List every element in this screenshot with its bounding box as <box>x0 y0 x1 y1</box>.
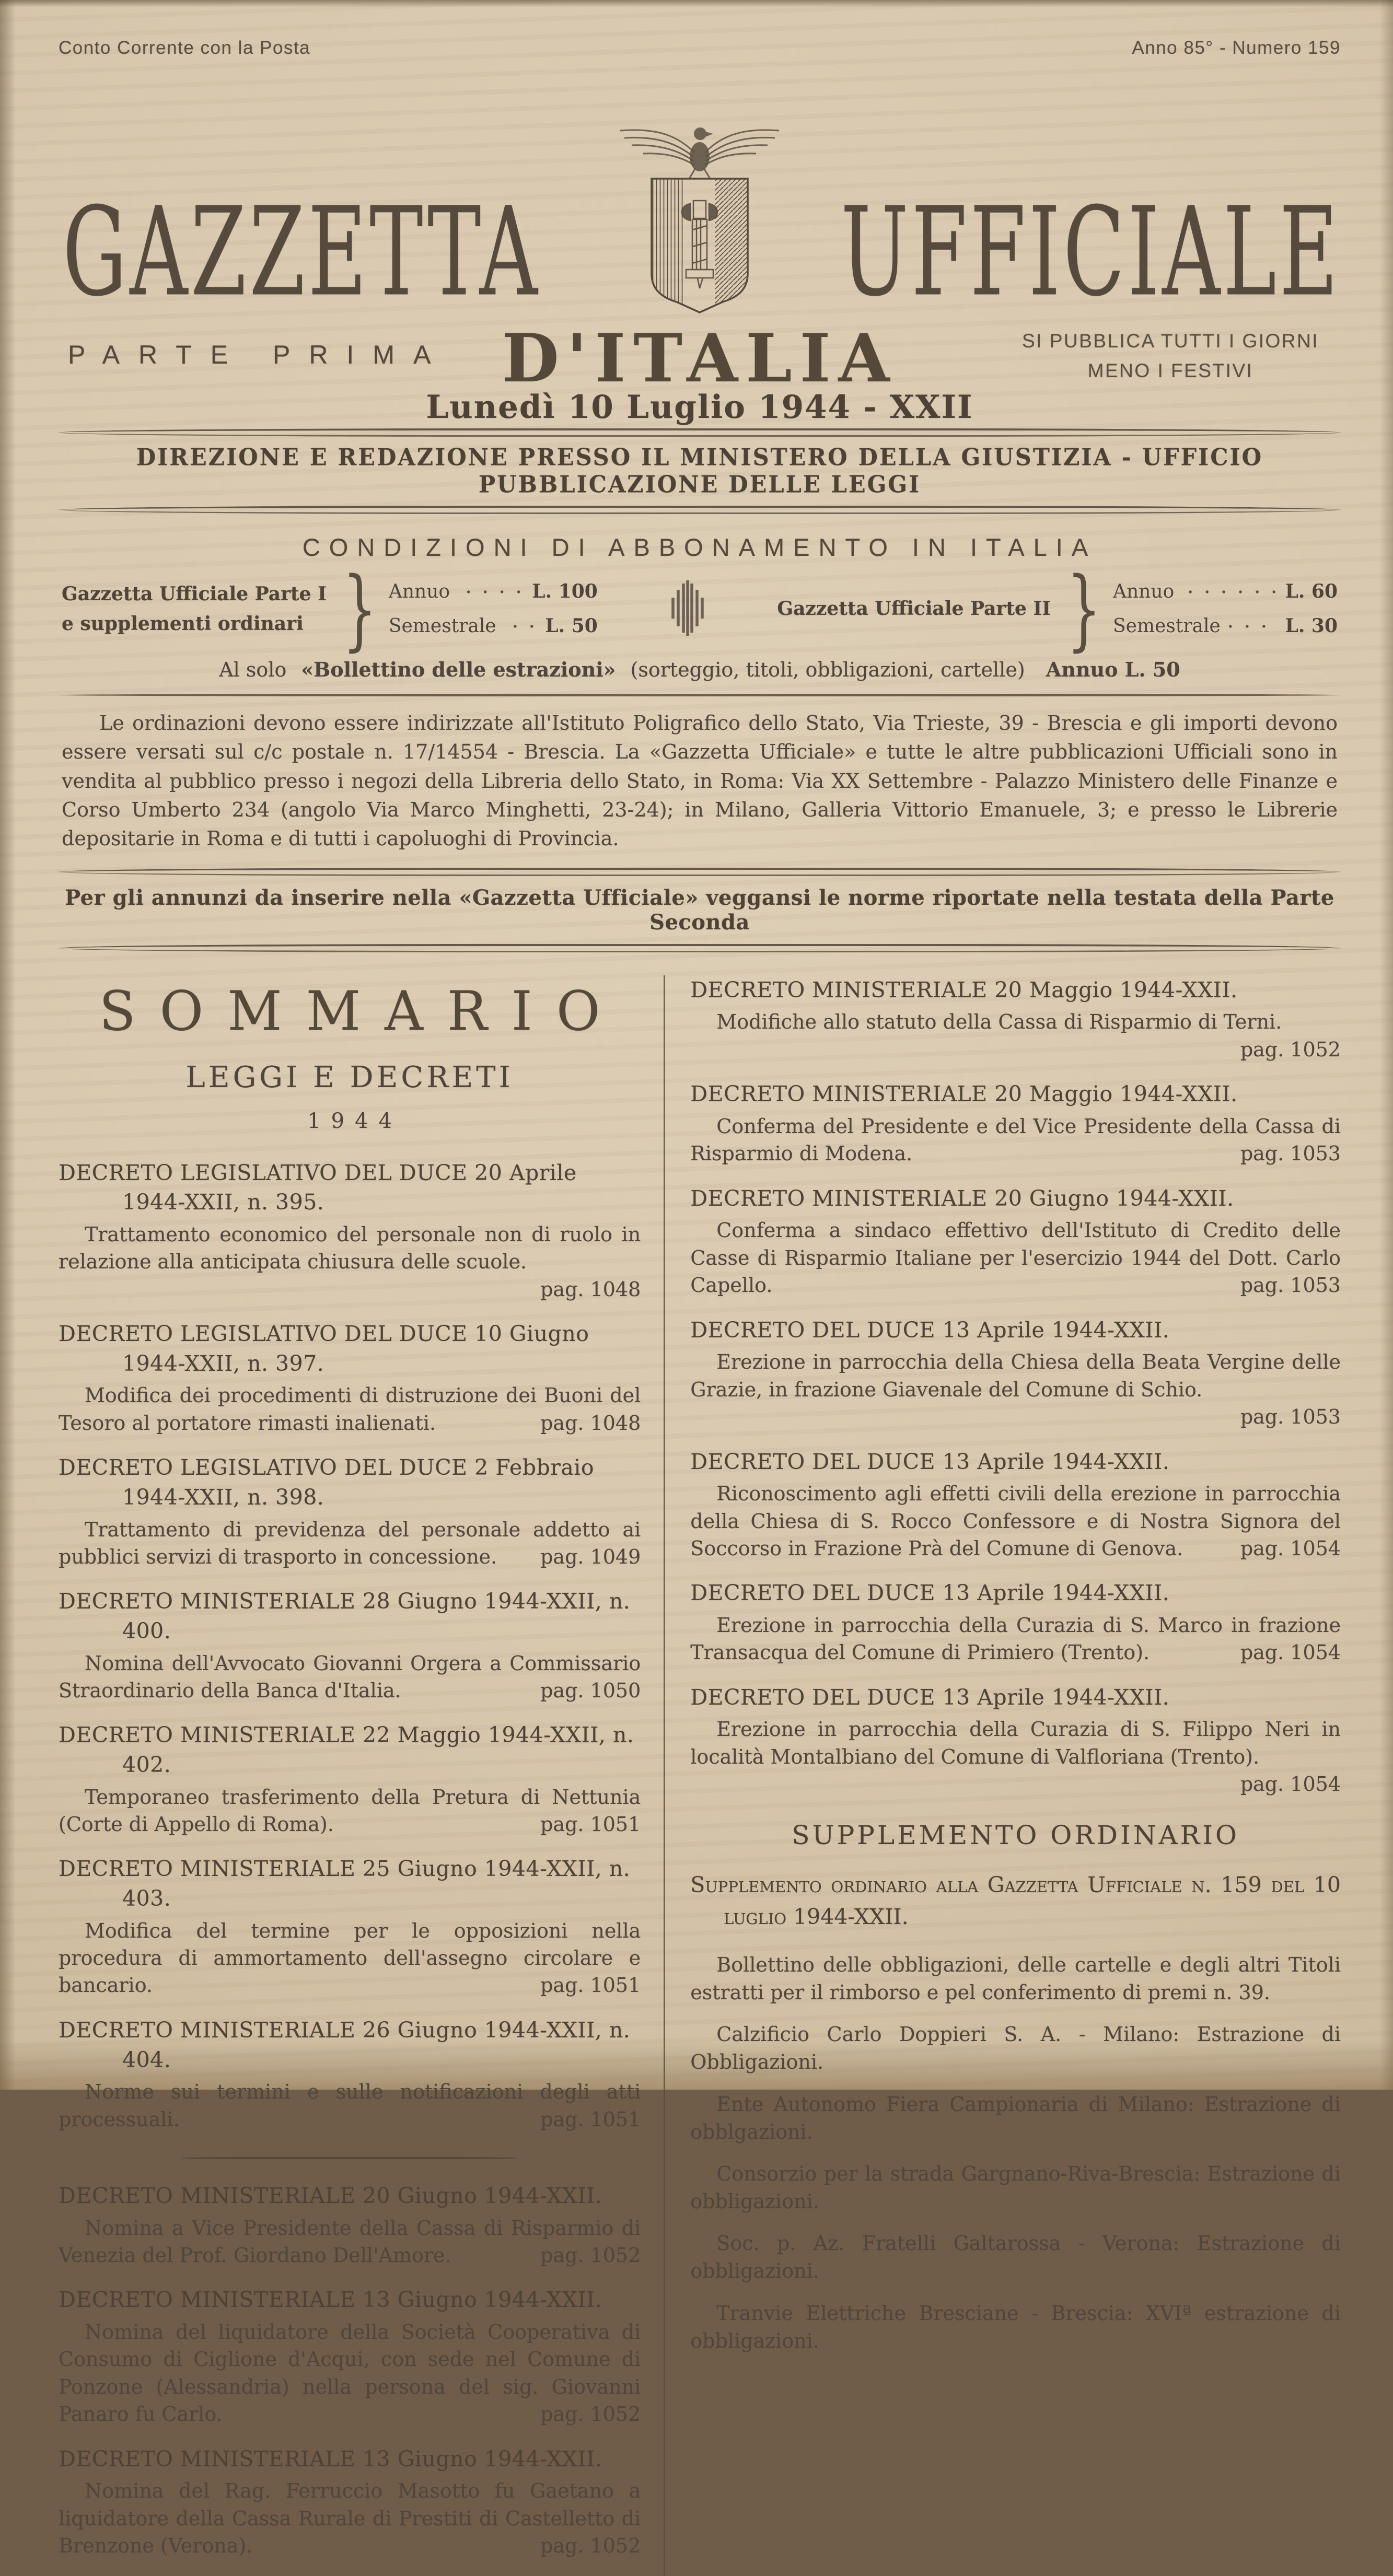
dot-leader <box>457 589 525 595</box>
entry-page-ref: pag. 1054 <box>1240 1537 1341 1560</box>
supplemento-lead: Supplemento ordinario alla Gazzetta Ufficiale n. 159 del 10 luglio 1944-XXII. <box>690 1872 1341 1930</box>
sommario-entry <box>59 1720 641 1838</box>
entry-page-ref: pag. 1051 <box>540 2107 641 2131</box>
single-rule <box>59 694 1341 696</box>
sommario-entry <box>59 1453 641 1570</box>
entry-heading: DECRETO MINISTERIALE 22 Maggio 1944-XXII, n. 402. <box>59 1722 634 1777</box>
abbonamento-heading: CONDIZIONI DI ABBONAMENTO IN ITALIA <box>302 533 1097 561</box>
parte1-label-line2: e supplementi ordinari <box>62 613 304 635</box>
entry-heading: DECRETO DEL DUCE 13 Aprile 1944-XXII. <box>690 1449 1170 1474</box>
dot-leader <box>1228 623 1278 630</box>
annunzi-line: Per gli annunzi da inserire nella «Gazzetta Ufficiale» veggansi le norme riportate nella testata della Parte Seconda <box>65 885 1334 935</box>
sommario-entry <box>59 2015 641 2133</box>
double-rule <box>59 506 1341 514</box>
price-row <box>1113 575 1338 609</box>
entry-heading: DECRETO MINISTERIALE 25 Giugno 1944-XXII, n. 403. <box>59 1856 631 1911</box>
supplement-item: Tranvie Elettriche Bresciane - Brescia: XVIª estrazione di obbligazioni. <box>690 2301 1341 2352</box>
supplement-item: Consorzio per la strada Gargnano-Riva-Brescia: Estrazione di obbligazioni. <box>690 2162 1341 2213</box>
entry-heading: DECRETO LEGISLATIVO DEL DUCE 10 Giugno 1944-XXII, n. 397. <box>59 1321 589 1376</box>
publication-schedule <box>1003 326 1338 386</box>
entry-summary: Riconoscimento agli effetti civili della erezione in parrocchia della Chiesa di S. Rocco Confessore e di Nostra Signora del Soccorso in Frazione Prà del Comune di Genova. pag. 1054 <box>690 1480 1341 1562</box>
double-rule <box>59 944 1341 952</box>
entry-heading: DECRETO DEL DUCE 13 Aprile 1944-XXII. <box>690 1580 1170 1606</box>
sommario-entry <box>690 1578 1341 1666</box>
sommario-entry <box>59 1158 641 1303</box>
parte1-prices <box>389 575 598 644</box>
entry-summary: Erezione in parrocchia della Curazia di S. Marco in frazione Transacqua del Comune di Primiero (Trento). pag. 1054 <box>690 1612 1341 1666</box>
sommario-entry <box>59 2444 641 2560</box>
sommario-section <box>59 975 1341 2576</box>
price-value: L. 50 <box>545 615 598 637</box>
entry-heading: DECRETO DEL DUCE 13 Aprile 1944-XXII. <box>690 1684 1170 1710</box>
sommario-entry <box>59 1319 641 1437</box>
entry-summary: Temporaneo trasferimento della Pretura di Nettunia (Corte di Appello di Roma). pag. 1051 <box>59 1784 641 1838</box>
entry-summary: Trattamento economico del personale non di ruolo in relazione alla anticipata chiusura delle scuole. pag. 1048 <box>59 1221 641 1303</box>
publication-schedule-line2: MENO I FESTIVI <box>1087 360 1253 382</box>
sommario-right-column <box>664 975 1341 2576</box>
masthead-word-gazzetta: GAZZETTA <box>63 181 541 324</box>
sommario-entry <box>59 2285 641 2428</box>
brace-glyph: } <box>342 558 377 660</box>
sommario-entry <box>690 975 1341 1063</box>
sommario-entry <box>59 1587 641 1704</box>
entry-summary: Nomina del Rag. Ferruccio Masotto fu Gaetano a liquidatore della Cassa Rurale di Prestiti di Castelletto di Brenzone (Verona). pag. 1052 <box>59 2477 641 2559</box>
masthead-word-ufficiale: UFFICIALE <box>841 181 1341 324</box>
entry-page-ref: pag. 1054 <box>1240 1773 1341 1796</box>
bollettino-title: «Bollettino delle estrazioni» <box>301 658 616 682</box>
sommario-year: 1944 <box>307 1109 403 1133</box>
entry-heading: DECRETO MINISTERIALE 13 Giugno 1944-XXII. <box>59 2287 602 2313</box>
postal-note: Conto Corrente con la Posta <box>59 38 311 58</box>
entry-summary: Erezione in parrocchia della Chiesa della Beata Vergine delle Grazie, in frazione Giavenale del Comune di Schio. pag. 1053 <box>690 1348 1341 1430</box>
supplement-item: Calzificio Carlo Doppieri S. A. - Milano: Estrazione di Obbligazioni. <box>690 2023 1341 2074</box>
sommario-entry <box>59 2181 641 2269</box>
eagle-and-shield-emblem-icon <box>611 107 788 345</box>
entry-page-ref: pag. 1053 <box>1240 1142 1341 1165</box>
price-row <box>1113 609 1338 644</box>
masthead-subtitle: D'ITALIA <box>502 320 898 397</box>
right-entries-list <box>690 975 1341 1798</box>
parte1-label-line1: Gazzetta Ufficiale Parte I <box>62 582 327 605</box>
entry-summary: Modifica dei procedimenti di distruzione dei Buoni del Tesoro al portatore rimasti inalienati. pag. 1048 <box>59 1382 641 1437</box>
entry-page-ref: pag. 1049 <box>540 1545 641 1568</box>
abbonamento-parte1 <box>62 558 598 660</box>
abbonamento-parte2 <box>777 558 1338 660</box>
price-label: Semestrale <box>1113 615 1221 637</box>
dot-leader <box>504 623 538 630</box>
bollettino-price: Annuo L. 50 <box>1046 658 1180 682</box>
parte1-label <box>62 579 327 639</box>
entry-summary: Nomina del liquidatore della Società Cooperativa di Consumo di Ciglione d'Acqui, con sede nel Comune di Ponzone (Alessandria) nella persona del sig. Giovanni Panaro fu Carlo. pag. 1052 <box>59 2318 641 2428</box>
entry-heading: DECRETO MINISTERIALE 13 Giugno 1944-XXII. <box>59 2446 602 2472</box>
sommario-entry <box>690 1184 1341 1299</box>
entry-page-ref: pag. 1052 <box>540 2403 641 2426</box>
direzione-line: DIREZIONE E REDAZIONE PRESSO IL MINISTERO DELLA GIUSTIZIA - UFFICIO PUBBLICAZIONE DELLE LEGGI <box>136 444 1263 498</box>
entry-page-ref: pag. 1052 <box>540 2534 641 2558</box>
entry-heading: DECRETO MINISTERIALE 20 Maggio 1944-XXII. <box>690 1081 1238 1107</box>
supplemento-items-list <box>690 1951 1341 2355</box>
supplement-item: Bollettino delle obbligazioni, delle cartelle e degli altri Titoli estratti per il rimborso e pel conferimento di premi n. 39. <box>690 1953 1341 2004</box>
supplement-item: Soc. p. Az. Fratelli Galtarossa - Verona: Estrazione di obbligazioni. <box>690 2232 1341 2283</box>
entry-summary: Conferma del Presidente e del Vice Presidente della Cassa di Risparmio di Modena. pag. 1053 <box>690 1113 1341 1168</box>
sommario-entry <box>690 1315 1341 1431</box>
entry-page-ref: pag. 1048 <box>540 1411 641 1435</box>
price-label: Annuo <box>388 581 450 603</box>
entry-page-ref: pag. 1052 <box>1240 1038 1341 1061</box>
price-row <box>389 609 598 644</box>
issue-number: Anno 85° - Numero 159 <box>1132 38 1341 58</box>
bollettino-detail: (sorteggio, titoli, obbligazioni, cartelle) <box>630 658 1025 682</box>
top-row <box>59 38 1341 59</box>
ordinazioni-paragraph: Le ordinazioni devono essere indirizzate all'Istituto Poligrafico dello Stato, Via Trieste, 39 - Brescia e gli importi devono essere versati sul c/c postale n. 17/14554 - Brescia. La «Gazzetta Ufficiale» e tutte le altre pubblicazioni Ufficiali sono in vendita al pubblico presso i negozi della Libreria dello Stato, in Roma: Via XX Settembre - Palazzo Ministero delle Finanze e Corso Umberto 234 (angolo Via Marco Minghetti, 23-24); in Milano, Galleria Vittorio Emanuele, 3; e presso le Librerie depositarie in Roma e di tutti i capoluoghi di Provincia. <box>62 712 1338 850</box>
parte2-label-line1: Gazzetta Ufficiale Parte II <box>777 598 1051 620</box>
entry-page-ref: pag. 1053 <box>1240 1274 1341 1297</box>
sommario-entry <box>59 1854 641 1999</box>
publication-schedule-line1: SI PUBBLICA TUTTI I GIORNI <box>1021 330 1319 352</box>
entry-page-ref: pag. 1052 <box>540 2243 641 2267</box>
dot-leader <box>1181 589 1278 595</box>
sommario-entry <box>690 1079 1341 1167</box>
parte2-prices <box>1113 575 1338 644</box>
abbonamento-table <box>62 558 1338 660</box>
double-rule <box>59 428 1341 437</box>
sommario-entry <box>690 1447 1341 1563</box>
entry-summary: Nomina dell'Avvocato Giovanni Orgera a Commissario Straordinario della Banca d'Italia. pag. 1050 <box>59 1650 641 1705</box>
entry-heading: DECRETO MINISTERIALE 28 Giugno 1944-XXII, n. 400. <box>59 1589 631 1643</box>
double-rule <box>59 868 1341 876</box>
parte-prima-label: PARTE PRIMA <box>68 340 450 369</box>
issue-date: Lunedì 10 Luglio 1944 - XXII <box>426 389 973 426</box>
price-label: Annuo <box>1113 581 1175 603</box>
parte2-label <box>777 594 1051 624</box>
entry-heading: DECRETO MINISTERIALE 20 Giugno 1944-XXII. <box>690 1185 1234 1211</box>
entry-page-ref: pag. 1053 <box>1240 1405 1341 1429</box>
left-entries-list <box>59 1158 641 2560</box>
masthead <box>59 59 1341 428</box>
entry-summary: Modifica del termine per le opposizioni nella procedura di ammortamento dell'assegno circolare e bancario. pag. 1051 <box>59 1917 641 1999</box>
sommario-title: SOMMARIO <box>99 980 624 1044</box>
entry-page-ref: pag. 1048 <box>540 1277 641 1301</box>
bollettino-line <box>59 658 1341 681</box>
entry-heading: DECRETO LEGISLATIVO DEL DUCE 20 Aprile 1944-XXII, n. 395. <box>59 1160 577 1215</box>
entry-heading: DECRETO DEL DUCE 13 Aprile 1944-XXII. <box>690 1317 1170 1343</box>
price-value: L. 60 <box>1285 580 1338 603</box>
brace-glyph: } <box>1066 558 1101 660</box>
sommario-left-column <box>59 975 664 2576</box>
price-value: L. 30 <box>1285 615 1338 637</box>
entry-heading: DECRETO LEGISLATIVO DEL DUCE 2 Febbraio 1944-XXII, n. 398. <box>59 1455 595 1510</box>
sommario-subtitle: LEGGI E DECRETI <box>185 1060 514 1094</box>
vertical-bars-icon <box>669 574 706 644</box>
entry-page-ref: pag. 1054 <box>1240 1641 1341 1664</box>
entry-summary: Norme sui termini e sulle notificazioni degli atti processuali. pag. 1051 <box>59 2078 641 2133</box>
entry-summary: Erezione in parrocchia della Curazia di S. Filippo Neri in località Montalbiano del Comune di Valfloriana (Trento). pag. 1054 <box>690 1716 1341 1798</box>
supplement-item: Ente Autonomo Fiera Campionaria di Milano: Estrazione di obblgazioni. <box>690 2092 1341 2143</box>
entry-heading: DECRETO MINISTERIALE 20 Maggio 1944-XXII. <box>690 977 1238 1003</box>
entry-heading: DECRETO MINISTERIALE 20 Giugno 1944-XXII. <box>59 2183 602 2208</box>
entry-page-ref: pag. 1051 <box>540 1974 641 1997</box>
entry-page-ref: pag. 1050 <box>540 1679 641 1702</box>
entry-summary: Nomina a Vice Presidente della Cassa di Risparmio di Venezia del Prof. Giordano Dell'Amore. pag. 1052 <box>59 2214 641 2269</box>
sommario-entry <box>690 1683 1341 1798</box>
entry-heading: DECRETO MINISTERIALE 26 Giugno 1944-XXII, n. 404. <box>59 2017 631 2072</box>
price-value: L. 100 <box>532 580 598 603</box>
bollettino-pre: Al solo <box>219 658 287 682</box>
price-label: Semestrale <box>388 615 496 637</box>
entry-page-ref: pag. 1051 <box>540 1813 641 1836</box>
entry-summary: Trattamento di previdenza del personale addetto ai pubblici servizi di trasporto in concessione. pag. 1049 <box>59 1516 641 1571</box>
entry-summary: Modifiche allo statuto della Cassa di Risparmio di Terni. pag. 1052 <box>690 1008 1341 1063</box>
section-divider <box>181 2157 518 2159</box>
entry-summary: Conferma a sindaco effettivo dell'Istituto di Credito delle Casse di Risparmio Italiane per l'esercizio 1944 del Dott. Carlo Capello. pag. 1053 <box>690 1217 1341 1299</box>
price-row <box>389 575 598 609</box>
supplemento-heading: SUPPLEMENTO ORDINARIO <box>792 1820 1240 1850</box>
